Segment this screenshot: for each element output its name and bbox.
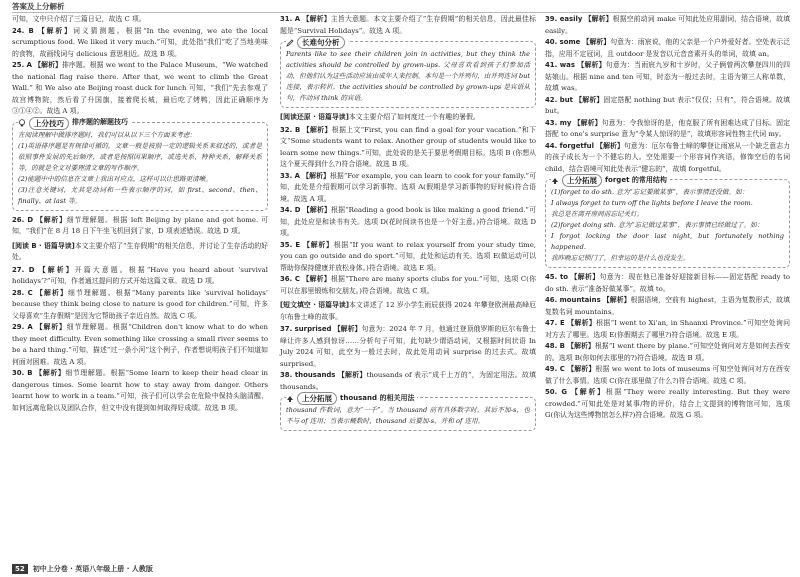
answer-text: 根据“I went there by plane.”可知空处询问对方是如何去西安的。选项 B(你如何去那里的?)符合语境。故选 B 项。 — [545, 342, 790, 362]
extension-box-thousand — [280, 393, 536, 431]
answer-number: 40. some — [545, 38, 581, 46]
extension-box-subtitle: forget 的常用结构 — [605, 175, 667, 184]
section-text: 本文讲述了 12 岁小学生雨辰获得 2024 年攀登欧洲最高峰厄尔布鲁士峰的故事。 — [280, 301, 536, 321]
answer-text: 词义猜测题。根据“In the evening, we ate the local scrumptious food. We liked it very much.”可知，此处指“我们”吃了当地美味的食物，故画线词与 delicious 意思相近。故选 B 项。 — [12, 26, 269, 58]
tip-box-sorting — [12, 118, 268, 211]
book-title: 初中上分卷 · 英语八年级上册 · 人教版 — [32, 565, 153, 573]
analysis-tag: 【解析】 — [567, 319, 597, 327]
section-tag: [短文填空 · 语篇导读] — [280, 301, 349, 309]
section-tag: [阅读还原 · 语篇导读] — [280, 113, 349, 121]
answer-text: 句意为：当雨宸九岁和十岁时，父子俩曾两次攀登四川的四姑娘山。根据 nine and ten 可知，时态为一般过去时，主语为第三人称单数，故填 was。 — [545, 61, 791, 92]
answer-text: 根据 we went to lots of museums 可知空处询问对方在西安做了什么事情。选项 C(你在那里做了什么?)符合语境。故选 C 项。 — [545, 365, 790, 385]
analysis-tag: 【解析】 — [35, 323, 67, 331]
long-sentence-header — [286, 36, 348, 49]
answer-42 — [545, 95, 790, 118]
analysis-tag: 【解析】 — [602, 296, 631, 304]
analysis-tag: 【解析】 — [596, 141, 624, 150]
section-tag: [阅读 B · 语篇导读] — [12, 241, 75, 250]
analysis-tag: 【解析】 — [573, 118, 602, 127]
tip-box-subtitle: 排序题的解题技巧 — [72, 118, 128, 127]
answer-24 — [12, 26, 268, 61]
answer-text: 根据语境，空前有 highest，主语为复数形式，故填复数名词 mountains。 — [545, 296, 790, 316]
answer-number: 34. D — [280, 206, 301, 214]
analysis-tag: 【解析】 — [302, 15, 331, 23]
answer-number: 45. to — [545, 273, 568, 281]
extension-box-header — [551, 174, 670, 187]
answer-33 — [280, 171, 536, 206]
extension-box-subtitle: thousand 的相关用法 — [340, 393, 415, 402]
analysis-tag: 【解析】 — [570, 273, 600, 281]
page-header: 答案及上分解析 — [12, 2, 65, 11]
answer-text: 根据“There are many sports clubs for you.”可知，选项 C(你可以在那里锻炼和交朋友。)符合语境。故选 C 项。 — [280, 275, 536, 295]
column-middle — [280, 14, 536, 435]
answer-number: 32. B — [280, 125, 301, 134]
answer-number: 37. surprised — [280, 325, 332, 333]
analysis-tag: 【解析】 — [582, 38, 611, 46]
analysis-tag: 【解析】 — [337, 371, 367, 379]
section-text: 本文主要介绍了“生存假期”的相关信息，并讨论了生存活动的好处。 — [12, 241, 268, 261]
answer-text: 根据“I went to Xi'an, in Shaanxi Province.”可知空处询问对方去了哪里。选项 E(你假期去了哪里?)符合语境。故选 E 项。 — [545, 319, 790, 339]
answer-text: 句意为：2024 年 7 月，他通过登顶俄罗斯的厄尔布鲁士峰让许多人感到惊讶……分析句子可知，此句缺少谓语动词，又根据时间状语 In July 2024 可知，此空为一般过去时，故此处用动词 surprise 的过去式。故填 surprised。 — [280, 325, 536, 368]
answer-29 — [12, 322, 268, 368]
analysis-tag: 【解析】 — [35, 369, 66, 377]
answer-37 — [280, 324, 536, 370]
analysis-tag: 【解析】 — [302, 171, 330, 180]
section-intro-reading-b — [12, 241, 268, 264]
answer-text: 主旨大意题。本文主要介绍了“生存假期”的相关信息，因此最佳标题是“Survival Holidays”。故选 A 项。 — [280, 15, 536, 35]
answer-number: 31. A — [280, 15, 301, 23]
answer-44 — [545, 141, 790, 176]
answer-number: 41. was — [545, 61, 575, 69]
analysis-tag: 【解析】 — [577, 61, 606, 69]
answer-number: 43. my — [545, 118, 572, 127]
answer-number: 25. A — [12, 61, 32, 69]
answer-number: 42. but — [545, 95, 573, 104]
answer-26 — [12, 215, 268, 238]
answer-text: 句意为：厄尔布鲁士峰的攀登让雨宸从一个缺乏意志力的孩子成长为一个不健忘的人。空处需要一个形容词作宾语，修饰空后的名词 child，结合语境可知此处表示“健忘的”，故填 forgetful。 — [545, 141, 791, 173]
answer-48 — [545, 341, 790, 364]
header-divider — [12, 12, 788, 13]
arrow-up-icon — [551, 177, 559, 185]
answer-number: 39. easily — [545, 15, 583, 23]
section-intro-cloze — [280, 300, 536, 323]
analysis-tag: 【解析】 — [36, 215, 67, 224]
page-footer — [12, 564, 153, 574]
tip-box-text: 在阅读理解中做排序题时，我们可以从以下三个方面来考虑： (1)英语排序题是有规律可循的，文章一般是按照一定的逻辑关系来叙述的，或者是依照事件发展的先后顺序，或者是按照因果顺序，或选关系，特种关系，解释关系等，的就是全文对要理清文章的写作顺序。 (2)能题中中的信息在文章上我出对应点，这样可以让思路更清晰。 (3)注意关键词，尤其是动词和一些表示顺序的词，如 first、second、then、finally、at last 等。 — [18, 130, 262, 205]
answer-25 — [12, 60, 268, 118]
answer-number: 30. B — [12, 369, 33, 377]
long-sentence-box — [280, 38, 536, 108]
answer-number: 36. C — [280, 275, 300, 283]
answer-text: 细节理解题。根据 left Beijing by plane and got home. 可知，“我们”在 8 月 18 日下午坐飞机回到了家，D 项表述错误。故选 D 项。 — [12, 215, 268, 235]
section-intro-reading-restore — [280, 112, 536, 124]
answer-text: 根据空前动词 make 可知此处应用副词，结合语境，故填 easily。 — [545, 15, 791, 35]
answer-49 — [545, 364, 790, 387]
answer-41 — [545, 60, 790, 95]
extension-box-title: 上分拓展 — [562, 174, 602, 187]
long-sentence-text: Parents like to see their children join in activities, but they think the activities should be controlled by grown-ups. 父母喜欢看到孩子们参加活动，但他们认为这些活动应该由成年人来控制。本句是一个并列句，由并列连词 but 连接，表示转折。the activities should be controlled by grown-ups 是宾语从句，作动词 think 的宾语。 — [286, 50, 530, 102]
analysis-tag: 【解析】 — [584, 15, 613, 23]
answer-35 — [280, 240, 536, 275]
answer-number: 46. mountains — [545, 296, 601, 304]
analysis-tag: 【解析】 — [34, 61, 62, 69]
answer-number: 35. E — [280, 240, 301, 249]
analysis-tag: 【解析】 — [571, 388, 606, 396]
analysis-tag: 【解析】 — [37, 26, 73, 35]
extension-box-text: (1)forget to do sth. 意为“忘记要做某事”，表示事情还没做。如： I always forget to turn off the lights before I leave the room. 我总是在离开房间前忘记关灯。 (2)forget doing sth. 意为“忘记做过某事”，表示事情已经做过了。如： I forgot locking the door last night, but fortunately nothing happened. 我昨晚忘记锁门了，但幸运的是什么也没发生。 — [551, 188, 784, 262]
answer-30 — [12, 368, 268, 414]
answer-number: 47. E — [545, 319, 565, 327]
answer-36 — [280, 274, 536, 297]
answer-text: 开篇大意题。根据“Have you heard about ‘survival holidays’?”可知，作者通过提问的方式开始这篇文章。故选 D 项。 — [12, 265, 268, 285]
answer-text: 根据上文“First, you can find a goal for your vacation.”和下文“Some students want to relax. Another group of students would like to learn some new things.”可知，此处说的是关于要思考假期目标。选项 B (你想从这个夏天得到什么?)符合语境。故选 B 项。 — [280, 125, 537, 168]
answer-text: 句意为：雨宸说，他的父亲是一个户外爱好者。空处表示泛指，应用不定冠词，且 outdoor 是发音以元音音素开头的单词，故填 an。 — [545, 38, 791, 58]
answer-number: 44. forgetful — [545, 141, 594, 150]
answer-number: 27. D — [12, 265, 35, 274]
answer-text: 句意为：现在他已准备好迎接新目标——固定搭配 ready to do sth. 表示“准备好做某事”。故填 to。 — [545, 273, 790, 293]
answer-31 — [280, 14, 536, 37]
answer-text: 根据“If you want to relax yourself from your study time, you can go outside and do sport.”可知，此处和运动有关。选项 E(做运动可以帮助你保持健康并放松身体。)符合语境。故选 E 项。 — [280, 240, 536, 272]
tip-box-header — [18, 117, 131, 130]
analysis-tag: 【解析】 — [575, 95, 604, 104]
analysis-tag: 【解析】 — [38, 265, 75, 274]
section-text: 本文主要介绍了如何度过一个有趣的暑假。 — [348, 113, 480, 121]
answer-text: 细节理解题。根据“Many parents like ‘survival holidays’ because they think being close to nature is good for children.”可知，许多父母喜欢“生存假期”是因为它帮助孩子亲近自然。故选 C 项。 — [12, 288, 268, 320]
analysis-tag: 【解析】 — [567, 342, 595, 350]
answer-text: 句意为：令我惊讶的是，他克服了所有困难达成了目标。固定搭配 to one's surprise 意为“令某人惊讶的是”，故填形容词性物主代词 my。 — [545, 118, 790, 138]
analysis-tag: 【解析】 — [302, 275, 331, 283]
answer-text: 根据“They were really interesting. But they were crowded.”可知此处是对某事/物的评价，结合上文提到的博物馆可知，选项 G(你认为这些博物馆怎么样?)符合语境。故选 G 项。 — [545, 388, 790, 419]
intro-text: 可知，文中只介绍了三篇日记，故选 C 项。 — [12, 15, 146, 23]
answer-number: 28. C — [12, 288, 33, 297]
answer-number: 26. D — [12, 215, 34, 224]
answer-number: 24. B — [12, 26, 34, 35]
answer-45 — [545, 272, 790, 295]
answer-39 — [545, 14, 790, 37]
extension-box-forget — [545, 175, 790, 268]
analysis-tag: 【解析】 — [333, 325, 362, 333]
answer-number: 48. B — [545, 342, 565, 350]
answer-text: 根据“For example, you can learn to cook for your family.”可知，此处是介绍假期可以学习新事物。选项 A(假期是学习新事物的好时候)符合语境。故选 A 项。 — [280, 171, 536, 203]
page-number: 52 — [12, 564, 28, 574]
extension-box-title: 上分拓展 — [297, 392, 337, 405]
answer-number: 29. A — [12, 323, 33, 331]
answer-text: 细节理解题。根据“Some learn to keep their head clear in dangerous times. Some learnt how to stay away from danger. Others learnt how to work in a team.”可知，孩子们可以学会在危险中保持头脑清醒、如何远离危险以及团队合作，但文中没有提到如何取得好成绩。故选 B 项。 — [12, 369, 268, 412]
analysis-tag: 【解析】 — [303, 240, 334, 249]
lightbulb-icon — [18, 119, 26, 127]
answer-27 — [12, 265, 268, 288]
extension-box-text: thousand 作数词，意为“一千”。当 thousand 前有具体数字时，其后不加-s，也不与 of 连用；当表示概数时，thousand 后要加-s，并和 of 连用。 — [286, 406, 530, 425]
answer-50 — [545, 387, 790, 422]
answer-text: 排序题。根据 we went to the Palace Museum、“We watched the national flag raise there. After that, we went to climb the Great Wall.” 和 We also ate Beijing roast duck for lunch 可知，“我们”先去参观了故宫博物院，然后看了升国旗，接着爬长城，最后吃了烤鸭，因此正确顺序为 ③①④②。故选 A 项。 — [12, 61, 268, 115]
answer-number: 33. A — [280, 171, 300, 180]
tip-box-title: 上分技巧 — [29, 117, 69, 130]
answer-number: 38. thousands — [280, 371, 336, 379]
answer-46 — [545, 295, 790, 318]
analysis-tag: 【解析】 — [36, 288, 68, 297]
analysis-tag: 【解析】 — [302, 125, 332, 134]
long-sentence-title: 长难句分析 — [297, 36, 345, 49]
answer-38 — [280, 370, 536, 393]
analysis-tag: 【解析】 — [302, 206, 332, 214]
analysis-tag: 【解析】 — [567, 365, 596, 373]
answer-text: 根据“Reading a good book is like making a good friend.”可知，此处应是和读书有关。选项 D(花时间读书也是一个好主意。)符合语境。故选 D 项。 — [280, 206, 536, 237]
extension-box-header — [286, 392, 417, 405]
answer-32 — [280, 125, 536, 171]
answer-text: thousands of 表示“成千上万的”，为固定用法。故填 thousands。 — [280, 371, 536, 391]
answer-34 — [280, 205, 536, 240]
column-right — [545, 14, 790, 422]
answer-number: 49. C — [545, 365, 565, 373]
answer-40 — [545, 37, 790, 60]
answer-43 — [545, 118, 790, 141]
answer-47 — [545, 318, 790, 341]
column-left — [12, 14, 268, 414]
answer-number: 50. G — [545, 388, 568, 396]
pencil-icon — [286, 39, 294, 47]
answer-28 — [12, 288, 268, 323]
answer-text: 固定搭配 nothing but 表示“仅仅；只有”，符合语境。故填 but。 — [545, 95, 790, 115]
arrow-up-icon — [286, 395, 294, 403]
answer-text: 细节理解题。根据“Children don't know what to do when they meet difficulty. Even something like crossing a small river seems to be a hard thing.”可知，描述“过一条小河”这个例子，作者想说明孩子们不知道如何面对困难。故选 A 项。 — [12, 323, 268, 366]
